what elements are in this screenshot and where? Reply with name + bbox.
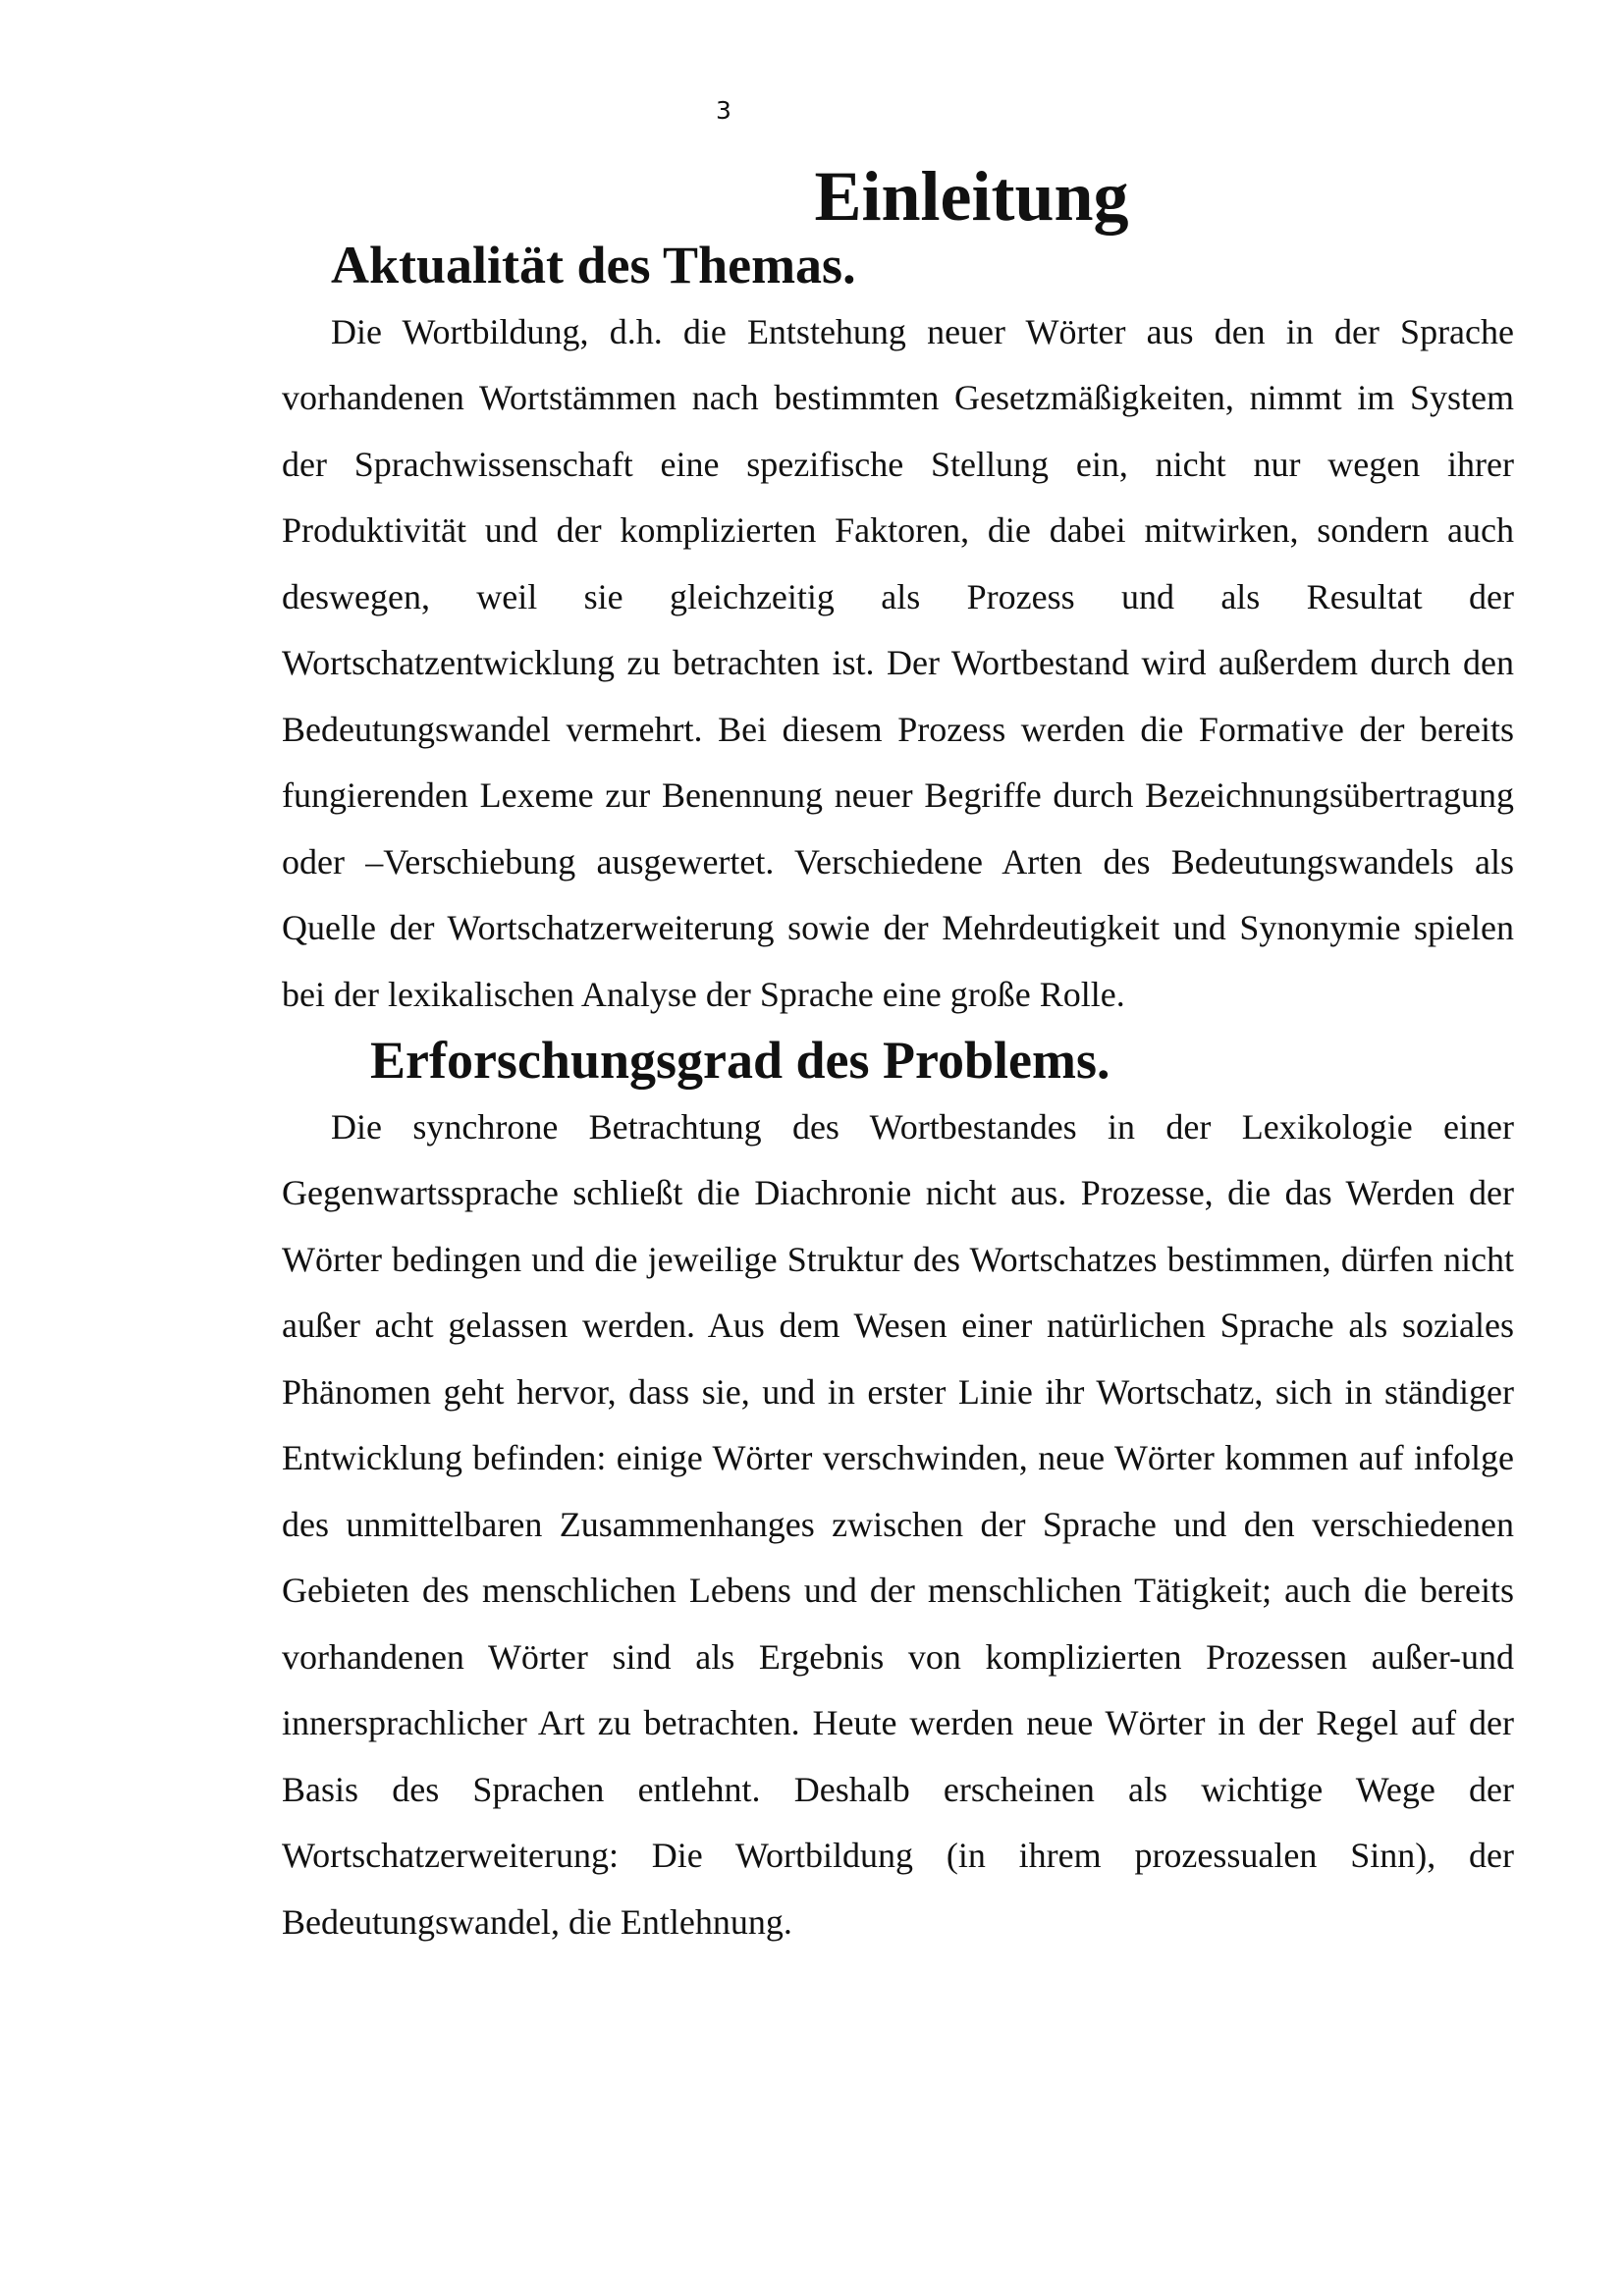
paragraph-aktualitaet: Die Wortbildung, d.h. die Entstehung neuer Wörter aus den in der Sprache vorhandenen Wortstämmen nach bestimmten Gesetzmäßigkeiten, nimmt im System der Sprachwissenschaft eine spezifische Stellung ein, nicht nur wegen ihrer Produktivität und der komplizierten Faktoren, die dabei mitwirken, sondern auch deswegen, weil sie gleichzeitig als Prozess und als Resultat der Wortschatzentwicklung zu betrachten ist. Der Wortbestand wird außerdem durch den Bedeutungswandel vermehrt. Bei diesem Prozess werden die Formative der bereits fungierenden Lexeme zur Benennung neuer Begriffe durch Bezeichnungsübertragung oder –Verschiebung ausgewertet. Verschiedene Arten des Bedeutungswandels als Quelle der Wortschatzerweiterung sowie der Mehrdeutigkeit und Synonymie spielen bei der lexikalischen Analyse der Sprache eine große Rolle.	[282, 311, 1514, 1014]
section-heading-erforschungsgrad: Erforschungsgrad des Problems.	[370, 1031, 1110, 1090]
page-number: 3	[716, 96, 731, 125]
section-heading-aktualitaet: Aktualität des Themas.	[331, 236, 856, 294]
chapter-title: Einleitung	[814, 157, 1129, 236]
document-body	[282, 157, 1514, 1955]
paragraph-erforschungsgrad: Die synchrone Betrachtung des Wortbestandes in der Lexikologie einer Gegenwartssprache schließt die Diachronie nicht aus. Prozesse, die das Werden der Wörter bedingen und die jeweilige Struktur des Wortschatzes bestimmen, dürfen nicht außer acht gelassen werden. Aus dem Wesen einer natürlichen Sprache als soziales Phänomen geht hervor, dass sie, und in erster Linie ihr Wortschatz, sich in ständiger Entwicklung befinden: einige Wörter verschwinden, neue Wörter kommen auf infolge des unmittelbaren Zusammenhanges zwischen der Sprache und den verschiedenen Gebieten des menschlichen Lebens und der menschlichen Tätigkeit; auch die bereits vorhandenen Wörter sind als Ergebnis von komplizierten Prozessen außer-und innersprachlicher Art zu betrachten. Heute werden neue Wörter in der Regel auf der Basis des Sprachen entlehnt. Deshalb erscheinen als wichtige Wege der Wortschatzerweiterung: Die Wortbildung (in ihrem prozessualen Sinn), der Bedeutungswandel, die Entlehnung.	[282, 1106, 1514, 1942]
